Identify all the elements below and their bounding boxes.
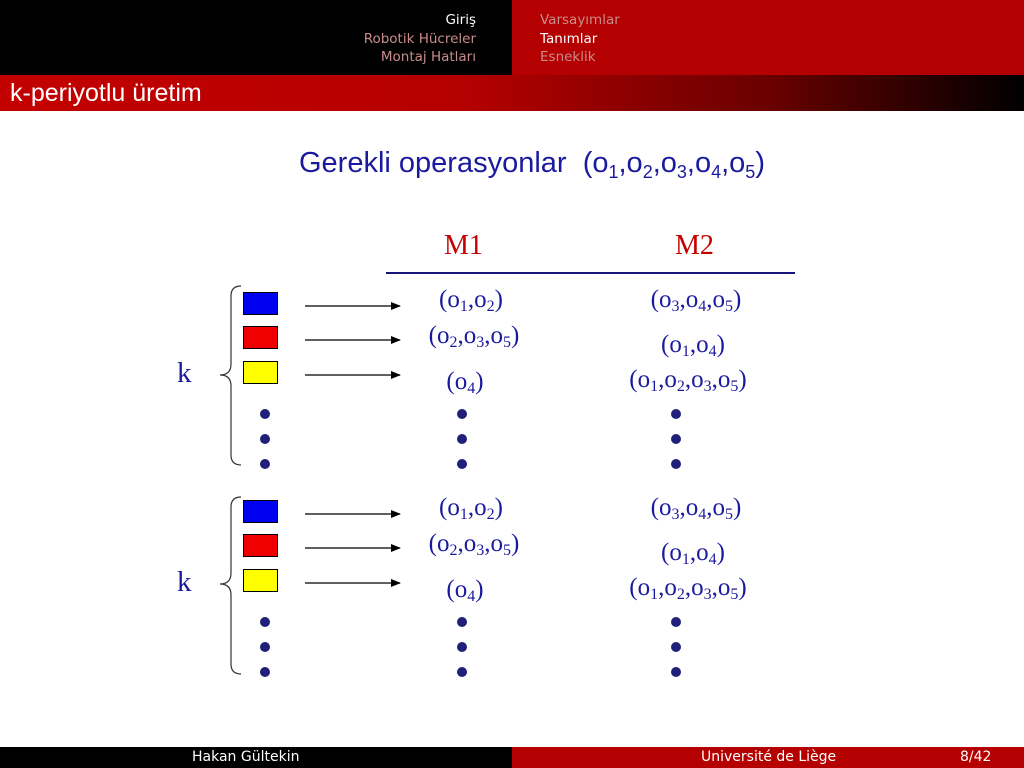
footer-institution: Université de Liège (701, 749, 837, 765)
op-index: 3 (476, 334, 485, 351)
op-index: 2 (449, 334, 458, 351)
ellipsis-dot (260, 434, 270, 444)
op-set-m2: $(o_1,o_2,o_3,o_5)$ (629, 574, 747, 603)
headline-op-5: 5 (745, 162, 756, 182)
footer-page-number: 8/42 (960, 749, 992, 765)
ellipsis-dot (457, 642, 467, 652)
op-index: 2 (449, 542, 458, 559)
op-set-m1: $(o_2,o_3,o_5)$ (428, 322, 520, 351)
ellipsis-dot (260, 459, 270, 469)
op-index: 2 (676, 378, 685, 395)
ellipsis-dot (457, 617, 467, 627)
part-square-yellow (243, 569, 278, 592)
nav-item-tanimlar[interactable]: Tanımlar (540, 30, 598, 47)
op-set-m1: $(o_4)$ (446, 576, 484, 605)
footer (0, 747, 1024, 768)
part-square-blue (243, 292, 278, 315)
op-index: 1 (650, 586, 659, 603)
op-set-m1: $(o_2,o_3,o_5)$ (428, 530, 520, 559)
ellipsis-dot (457, 459, 467, 469)
op-set-m2: $(o_3,o_4,o_5)$ (650, 286, 742, 315)
op-index: 3 (671, 506, 680, 523)
op-set-m1: $(o_4)$ (446, 368, 484, 397)
footer-right (512, 747, 1024, 768)
nav-item-robotik-hucreler[interactable]: Robotik Hücreler (363, 30, 476, 47)
ellipsis-dot (671, 409, 681, 419)
ellipsis-dot (260, 642, 270, 652)
ellipsis-dot (671, 667, 681, 677)
part-square-red (243, 534, 278, 557)
headline-text: Gerekli operasyonlar (299, 147, 567, 179)
op-index: 4 (698, 298, 707, 315)
op-index: 5 (725, 506, 733, 523)
op-index: 5 (503, 542, 511, 559)
op-set-m2: $(o_1,o_2,o_3,o_5)$ (629, 366, 747, 395)
op-index: 3 (703, 378, 712, 395)
headline-op-1: 1 (608, 162, 619, 182)
machine-m1-header: M1 (444, 230, 483, 261)
op-index: 5 (730, 586, 739, 603)
op-index: 3 (671, 298, 680, 315)
ellipsis-dot (260, 617, 270, 627)
headline: Gerekli operasyonlar $(o_1,o_2,o_3,o_4,o_5)$ (299, 147, 765, 182)
k-label: k (177, 566, 192, 598)
ellipsis-dot (671, 434, 681, 444)
part-square-red (243, 326, 278, 349)
op-set-m1: $(o_1,o_2)$ (439, 286, 503, 315)
part-square-yellow (243, 361, 278, 384)
op-set-m2: $(o_1,o_4)$ (661, 331, 725, 360)
nav-item-varsayimlar[interactable]: Varsayımlar (540, 12, 620, 28)
op-index: 5 (725, 298, 733, 315)
op-index: 4 (708, 551, 717, 568)
ellipsis-dot (260, 667, 270, 677)
op-index: 1 (459, 506, 468, 523)
footer-author: Hakan Gültekin (192, 749, 300, 765)
op-index: 3 (476, 542, 485, 559)
ellipsis-dot (260, 409, 270, 419)
brace-group-2 (220, 497, 241, 674)
ellipsis-dot (671, 642, 681, 652)
nav-item-giris[interactable]: Giriş (445, 12, 476, 28)
op-index: 2 (486, 298, 495, 315)
op-index: 1 (650, 378, 659, 395)
nav-item-montaj-hatlari[interactable]: Montaj Hatları (380, 49, 476, 65)
ellipsis-dot (457, 409, 467, 419)
machine-m2-header: M2 (675, 230, 714, 261)
op-set-m2: $(o_1,o_4)$ (661, 539, 725, 568)
op-set-m2: $(o_3,o_4,o_5)$ (650, 494, 742, 523)
ellipsis-dot (671, 617, 681, 627)
op-index: 4 (467, 588, 476, 605)
op-index: 1 (681, 551, 690, 568)
op-index: 1 (459, 298, 468, 315)
op-index: 2 (486, 506, 495, 523)
op-index: 2 (676, 586, 685, 603)
ellipsis-dot (457, 667, 467, 677)
slide-title: k-periyotlu üretim (10, 79, 202, 107)
k-label: k (177, 357, 192, 389)
op-index: 5 (503, 334, 511, 351)
footer-left (0, 747, 512, 768)
headline-op-4: 4 (711, 162, 722, 182)
headline-op-2: 2 (642, 162, 653, 182)
op-set-m1: $(o_1,o_2)$ (439, 494, 503, 523)
ellipsis-dot (457, 434, 467, 444)
brace-group-1 (220, 286, 241, 465)
op-index: 3 (703, 586, 712, 603)
part-square-blue (243, 500, 278, 523)
op-index: 4 (698, 506, 707, 523)
nav-item-esneklik[interactable]: Esneklik (540, 49, 596, 65)
op-index: 4 (467, 380, 476, 397)
headline-op-3: 3 (676, 162, 687, 182)
ellipsis-dot (671, 459, 681, 469)
op-index: 4 (708, 343, 717, 360)
op-index: 5 (730, 378, 739, 395)
op-index: 1 (681, 343, 690, 360)
